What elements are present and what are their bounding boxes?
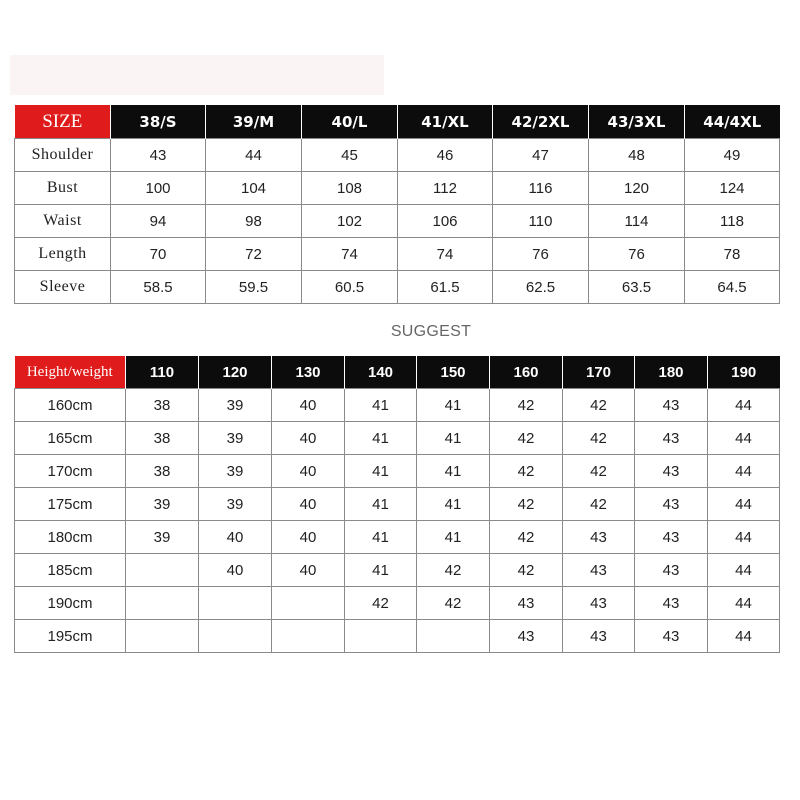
height-label: 175cm xyxy=(15,488,126,521)
measurement-cell: 98 xyxy=(206,205,302,238)
measurement-cell: 62.5 xyxy=(493,271,589,304)
height-label: 160cm xyxy=(15,389,126,422)
suggested-size-cell xyxy=(417,620,490,653)
size-column-header: 40/L xyxy=(302,105,398,139)
suggested-size-cell: 38 xyxy=(126,455,199,488)
suggested-size-cell: 39 xyxy=(199,455,272,488)
weight-column-header: 170 xyxy=(563,356,635,389)
measurement-cell: 49 xyxy=(685,139,780,172)
suggested-size-cell: 39 xyxy=(199,488,272,521)
suggested-size-cell: 41 xyxy=(417,488,490,521)
table-row xyxy=(15,455,780,488)
height-label: 170cm xyxy=(15,455,126,488)
weight-column-header: 160 xyxy=(490,356,563,389)
suggested-size-cell: 40 xyxy=(199,521,272,554)
weight-column-header: 150 xyxy=(417,356,490,389)
suggested-size-cell: 42 xyxy=(490,455,563,488)
suggested-size-cell xyxy=(345,620,417,653)
suggested-size-cell xyxy=(126,587,199,620)
suggested-size-cell: 43 xyxy=(635,389,708,422)
suggested-size-cell: 40 xyxy=(272,389,345,422)
measurement-label: Waist xyxy=(15,205,111,238)
table-row xyxy=(15,172,780,205)
suggested-size-cell: 41 xyxy=(345,488,417,521)
measurement-cell: 76 xyxy=(493,238,589,271)
measurement-cell: 47 xyxy=(493,139,589,172)
measurement-cell: 120 xyxy=(589,172,685,205)
weight-column-header: 180 xyxy=(635,356,708,389)
suggested-size-cell: 44 xyxy=(708,620,780,653)
table-row xyxy=(15,389,780,422)
suggested-size-cell: 42 xyxy=(563,422,635,455)
measurement-cell: 124 xyxy=(685,172,780,205)
suggested-size-cell: 41 xyxy=(345,554,417,587)
suggested-size-cell: 43 xyxy=(563,521,635,554)
measurement-cell: 70 xyxy=(111,238,206,271)
measurement-label: Length xyxy=(15,238,111,271)
suggested-size-cell: 40 xyxy=(272,488,345,521)
weight-column-header: 130 xyxy=(272,356,345,389)
suggested-size-cell: 43 xyxy=(635,554,708,587)
measurement-cell: 114 xyxy=(589,205,685,238)
table-row xyxy=(15,422,780,455)
table-row xyxy=(15,271,780,304)
suggested-size-cell: 39 xyxy=(126,488,199,521)
height-label: 190cm xyxy=(15,587,126,620)
size-column-header: 39/M xyxy=(206,105,302,139)
weight-column-header: 120 xyxy=(199,356,272,389)
measurement-cell: 106 xyxy=(398,205,493,238)
measurement-cell: 74 xyxy=(302,238,398,271)
size-chart-table xyxy=(14,105,780,304)
table-row xyxy=(15,488,780,521)
suggested-size-cell: 41 xyxy=(345,389,417,422)
suggested-size-cell: 43 xyxy=(635,455,708,488)
table-row xyxy=(15,521,780,554)
suggested-size-cell xyxy=(126,620,199,653)
measurement-cell: 118 xyxy=(685,205,780,238)
suggested-size-cell: 44 xyxy=(708,389,780,422)
suggested-size-cell xyxy=(126,554,199,587)
measurement-cell: 72 xyxy=(206,238,302,271)
table-row xyxy=(15,587,780,620)
size-column-header: 44/4XL xyxy=(685,105,780,139)
measurement-cell: 116 xyxy=(493,172,589,205)
suggested-size-cell: 39 xyxy=(199,422,272,455)
measurement-cell: 43 xyxy=(111,139,206,172)
measurement-cell: 100 xyxy=(111,172,206,205)
measurement-cell: 45 xyxy=(302,139,398,172)
height-label: 195cm xyxy=(15,620,126,653)
size-column-header: 42/2XL xyxy=(493,105,589,139)
size-header-label: SIZE xyxy=(15,105,111,139)
suggested-size-cell: 44 xyxy=(708,587,780,620)
suggested-size-cell: 42 xyxy=(563,488,635,521)
suggested-size-cell: 40 xyxy=(272,554,345,587)
suggested-size-cell: 44 xyxy=(708,554,780,587)
suggested-size-cell: 44 xyxy=(708,521,780,554)
table-row xyxy=(15,554,780,587)
suggested-size-cell: 42 xyxy=(490,554,563,587)
height-weight-suggest-table xyxy=(14,356,780,653)
suggested-size-cell xyxy=(272,587,345,620)
size-column-header: 43/3XL xyxy=(589,105,685,139)
suggested-size-cell: 41 xyxy=(345,455,417,488)
suggested-size-cell: 43 xyxy=(563,620,635,653)
suggested-size-cell: 41 xyxy=(417,455,490,488)
suggested-size-cell xyxy=(199,587,272,620)
suggested-size-cell: 43 xyxy=(563,554,635,587)
measurement-cell: 76 xyxy=(589,238,685,271)
suggest-header-label: Height/weight xyxy=(15,356,126,389)
suggested-size-cell: 41 xyxy=(417,422,490,455)
measurement-cell: 74 xyxy=(398,238,493,271)
measurement-cell: 58.5 xyxy=(111,271,206,304)
measurement-cell: 46 xyxy=(398,139,493,172)
measurement-cell: 64.5 xyxy=(685,271,780,304)
suggested-size-cell: 40 xyxy=(272,521,345,554)
suggested-size-cell: 41 xyxy=(345,521,417,554)
suggested-size-cell: 42 xyxy=(490,521,563,554)
suggested-size-cell: 43 xyxy=(635,620,708,653)
suggested-size-cell: 43 xyxy=(563,587,635,620)
suggested-size-cell: 41 xyxy=(417,521,490,554)
measurement-label: Shoulder xyxy=(15,139,111,172)
measurement-cell: 108 xyxy=(302,172,398,205)
suggested-size-cell: 44 xyxy=(708,422,780,455)
suggested-size-cell: 42 xyxy=(490,389,563,422)
measurement-cell: 48 xyxy=(589,139,685,172)
measurement-cell: 44 xyxy=(206,139,302,172)
weight-column-header: 110 xyxy=(126,356,199,389)
measurement-cell: 59.5 xyxy=(206,271,302,304)
suggested-size-cell: 40 xyxy=(272,455,345,488)
suggested-size-cell: 39 xyxy=(199,389,272,422)
measurement-cell: 112 xyxy=(398,172,493,205)
suggested-size-cell: 38 xyxy=(126,389,199,422)
suggested-size-cell: 43 xyxy=(635,488,708,521)
suggested-size-cell: 39 xyxy=(126,521,199,554)
table-row xyxy=(15,620,780,653)
suggested-size-cell: 42 xyxy=(563,389,635,422)
measurement-cell: 104 xyxy=(206,172,302,205)
size-column-header: 38/S xyxy=(111,105,206,139)
table-row xyxy=(15,205,780,238)
measurement-cell: 61.5 xyxy=(398,271,493,304)
suggested-size-cell: 43 xyxy=(490,587,563,620)
suggested-size-cell: 42 xyxy=(490,488,563,521)
suggested-size-cell: 41 xyxy=(417,389,490,422)
suggested-size-cell: 38 xyxy=(126,422,199,455)
measurement-cell: 78 xyxy=(685,238,780,271)
top-banner-strip xyxy=(10,55,384,95)
suggest-header-row xyxy=(15,356,780,389)
suggested-size-cell: 42 xyxy=(490,422,563,455)
suggested-size-cell: 42 xyxy=(345,587,417,620)
suggested-size-cell: 41 xyxy=(345,422,417,455)
suggested-size-cell: 40 xyxy=(272,422,345,455)
suggested-size-cell: 44 xyxy=(708,488,780,521)
size-header-row xyxy=(15,105,780,139)
weight-column-header: 190 xyxy=(708,356,780,389)
suggested-size-cell xyxy=(199,620,272,653)
suggested-size-cell: 42 xyxy=(417,587,490,620)
size-column-header: 41/XL xyxy=(398,105,493,139)
table-row xyxy=(15,238,780,271)
measurement-cell: 110 xyxy=(493,205,589,238)
suggested-size-cell: 42 xyxy=(563,455,635,488)
suggest-title: SUGGEST xyxy=(390,323,472,340)
measurement-cell: 94 xyxy=(111,205,206,238)
suggested-size-cell xyxy=(272,620,345,653)
height-label: 185cm xyxy=(15,554,126,587)
suggested-size-cell: 40 xyxy=(199,554,272,587)
measurement-cell: 60.5 xyxy=(302,271,398,304)
measurement-label: Bust xyxy=(15,172,111,205)
suggested-size-cell: 44 xyxy=(708,455,780,488)
height-label: 180cm xyxy=(15,521,126,554)
suggested-size-cell: 43 xyxy=(635,422,708,455)
suggested-size-cell: 43 xyxy=(635,587,708,620)
table-row xyxy=(15,139,780,172)
suggested-size-cell: 43 xyxy=(635,521,708,554)
measurement-label: Sleeve xyxy=(15,271,111,304)
measurement-cell: 102 xyxy=(302,205,398,238)
suggested-size-cell: 43 xyxy=(490,620,563,653)
measurement-cell: 63.5 xyxy=(589,271,685,304)
suggested-size-cell: 42 xyxy=(417,554,490,587)
weight-column-header: 140 xyxy=(345,356,417,389)
height-label: 165cm xyxy=(15,422,126,455)
